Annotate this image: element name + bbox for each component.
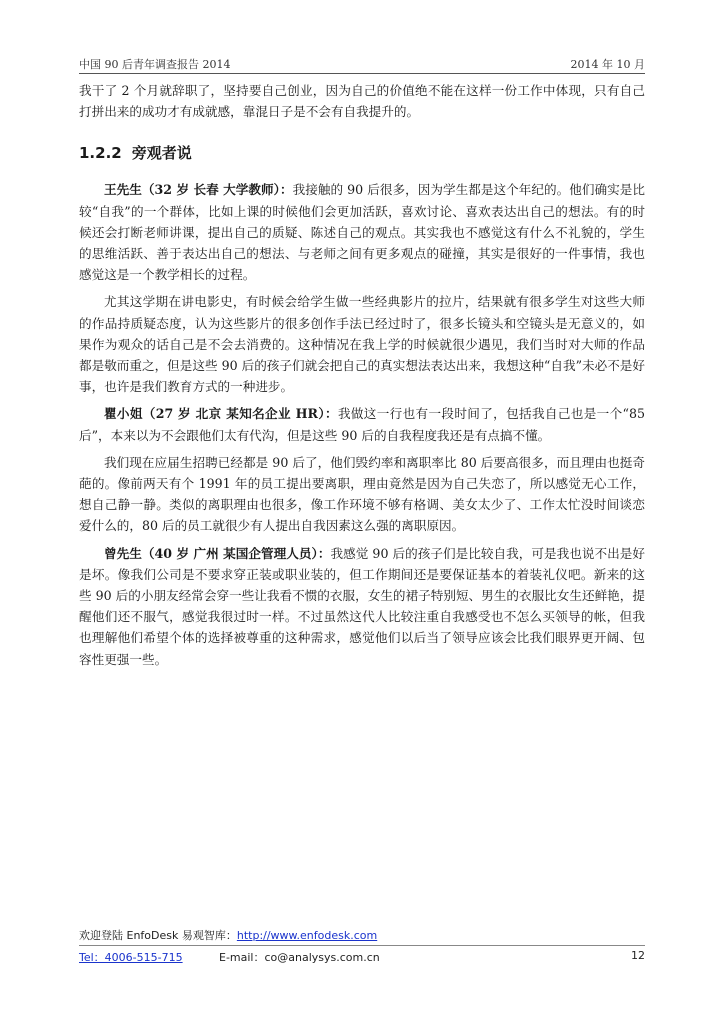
speaker-label: 曾先生（40 岁 广州 某国企管理人员）： (104, 545, 331, 561)
header-report-title: 中国 90 后青年调查报告 2014 (79, 58, 231, 71)
paragraph-text: 我接触的 90 后很多，因为学生都是这个年纪的。他们确实是比较“自我”的一个群体，比如上课的时候他们会更加活跃，喜欢讨论、喜欢表达出自己的想法。有的时候还会打断老师讲课，提出自己的质疑、陈述自己的观点。其实我也不感觉这有什么不礼貌的，学生的思维活跃、善于表达出自己的想法、与老师之间有更多观点的碰撞，其实是很好的一件事情，我也感觉这是一个教学相长的过程。 (79, 182, 645, 283)
paragraph-zeng (79, 543, 645, 670)
footer-divider (79, 945, 645, 946)
paragraph-text: 尤其这学期在讲电影史，有时候会给学生做一些经典影片的拉片，结果就有很多学生对这些大师的作品持质疑态度，认为这些影片的很多创作手法已经过时了，很多长镜头和空镜头是无意义的，如果作为观众的话自己是不会去消费的。这种情况在我上学的时候就很少遇见，我们当时对大师的作品都是敬而重之，但是这些 90 后的孩子们就会把自己的真实想法表达出来，我想这种“自我”未必不是好事，也许是我们教育方式的一种进步。 (79, 294, 645, 395)
footer-contact-line (79, 949, 645, 965)
section-heading (79, 142, 645, 163)
page-content (79, 80, 645, 670)
paragraph-text: 我感觉 90 后的孩子们是比较自我，可是我也说不出是好是坏。像我们公司是不要求穿正装或职业装的，但工作期间还是要保证基本的着装礼仪吧。新来的这些 90 后的小朋友经常会穿一些让我看不惯的衣服，女生的裙子特别短、男生的衣服比女生还鲜艳，提醒他们还不服气，感觉我很过时一样。不过虽然这代人比较注重自我感受也不怎么买领导的帐，但我也理解他们希望个体的选择被尊重的这种需求，感觉他们以后当了领导应该会比我们眼界更开阔、包容性更强一些。 (79, 545, 645, 667)
speaker-label: 王先生（32 岁 长春 大学教师）： (104, 182, 293, 198)
section-number: 1.2.2 (79, 144, 122, 163)
section-title: 旁观者说 (131, 144, 192, 163)
paragraph-text: 我们现在应届生招聘已经都是 90 后了，他们毁约率和离职率比 80 后要高很多，而且理由也挺奇葩的。像前两天有个 1991 年的员工提出要离职，理由竟然是因为自己失恋了，所以感觉无心工作，想自己静一静。类似的离职理由也很多，像工作环境不够有格调、美女太少了、工作太忙没时间谈恋爱什么的，80 后的员工就很少有人提出自我因素这么强的离职原因。 (79, 454, 645, 534)
footer-telephone[interactable]: Tel：4006-515-715 (79, 951, 183, 964)
paragraph-qu (79, 403, 645, 445)
footer-welcome-line (79, 927, 377, 943)
paragraph-qu-continued (79, 452, 645, 537)
page-header (79, 56, 645, 74)
footer-welcome-text: 欢迎登陆 EnfoDesk 易观智库： (79, 929, 237, 942)
page-number: 12 (631, 949, 645, 962)
paragraph-text: 我做这一行也有一段时间了，包括我自己也是一个“85 后”，本来以为不会跟他们太有代沟，但是这些 90 后的自我程度我还是有点搞不懂。 (79, 406, 645, 443)
intro-paragraph: 我干了 2 个月就辞职了，坚持要自己创业，因为自己的价值绝不能在这样一份工作中体现，只有自己打拼出来的成功才有成就感，靠混日子是不会有自我提升的。 (79, 83, 645, 120)
paragraph-wang-continued (79, 291, 645, 397)
footer-website-link[interactable]: http://www.enfodesk.com (236, 929, 378, 942)
header-divider (79, 73, 645, 74)
footer-email: E-mail：co@analysys.com.cn (219, 951, 380, 964)
speaker-label: 瞿小姐（27 岁 北京 某知名企业 HR）： (104, 406, 338, 422)
header-date: 2014 年 10 月 (570, 58, 645, 71)
paragraph-wang (79, 179, 645, 285)
